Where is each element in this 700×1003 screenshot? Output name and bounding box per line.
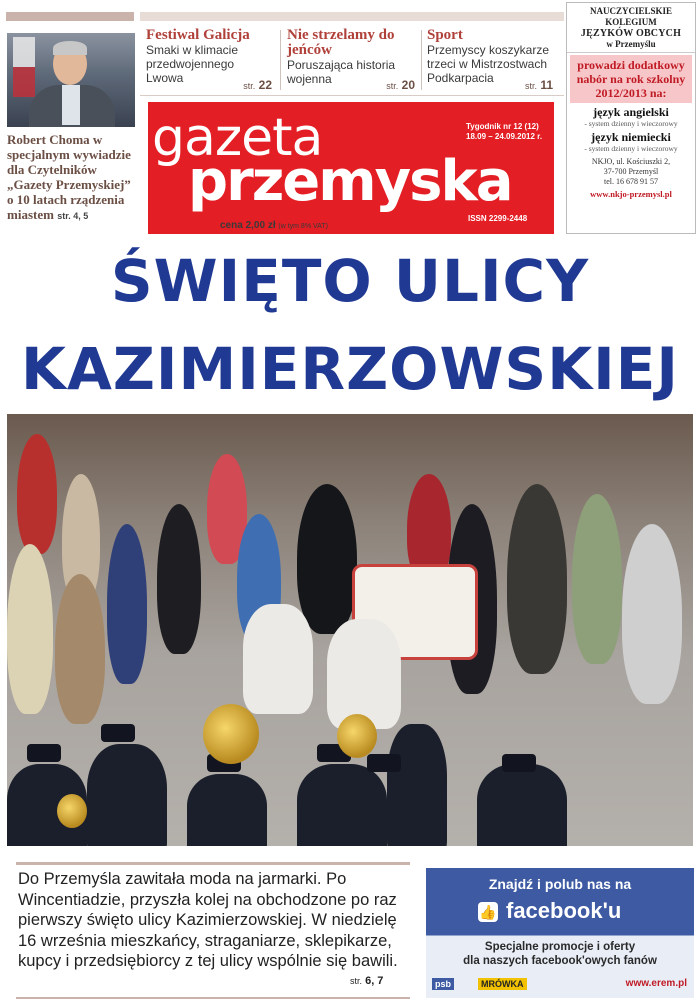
interview-portrait-photo: [7, 33, 135, 127]
sponsor-logos: [426, 978, 694, 992]
interview-page: str. 4, 5: [57, 211, 89, 221]
school-advertisement[interactable]: [566, 2, 696, 234]
lead-page-ref: str. 6, 7: [350, 975, 384, 987]
teaser-sport[interactable]: [427, 28, 555, 92]
ad-address: NKJO, ul. Kościuszki 2, 37-700 Przemyśl tel. 16 678 91 57: [591, 157, 671, 186]
erem-logo: www.erem.pl: [625, 978, 687, 989]
lead-top-rule: [16, 862, 410, 865]
teaser-divider: [421, 30, 422, 90]
issue-info: Tygodnik nr 12 (12) 18.09 – 24.09.2012 r.: [466, 122, 543, 141]
teaser-jency[interactable]: [287, 28, 417, 92]
issn: ISSN 2299-2448: [468, 214, 528, 223]
top-accent-bar-light: [140, 12, 564, 21]
interview-text: Robert Choma w specjalnym wywiadzie dla Czytelników „Gazety Przemyskiej” o 10 latach rządzenia miastem: [7, 132, 131, 222]
ad-language-english: język angielski - system dzienny i wieczorowy: [584, 105, 678, 128]
lead-bottom-rule: [16, 997, 410, 999]
main-headline-line2: KAZIMIERZOWSKIEJ: [21, 335, 679, 403]
interview-teaser[interactable]: [7, 132, 137, 224]
teaser-desc: Przemyscy koszykarze trzeci w Mistrzostwach Podkarpacia: [427, 43, 550, 85]
top-accent-bar: [6, 12, 134, 21]
teaser-divider: [280, 30, 281, 90]
facebook-advertisement[interactable]: [426, 868, 694, 998]
ad-promo: prowadzi dodatkowy nabór na rok szkolny 2012/2013 na:: [570, 55, 692, 103]
mrowka-logo: MRÓWKA: [478, 978, 527, 990]
fb-brand-text: facebook'u: [506, 898, 622, 923]
main-headline-line1: ŚWIĘTO ULICY: [110, 247, 590, 315]
teaser-desc: Poruszająca historia wojenna: [287, 58, 396, 86]
teaser-page: str. 20: [386, 78, 415, 92]
teaser-page: str. 22: [243, 78, 272, 92]
teaser-title: Nie strzelamy do jeńców: [287, 27, 395, 58]
thumbs-up-icon: 👍: [479, 904, 497, 920]
teaser-page: str. 11: [524, 78, 553, 92]
ad-website-link[interactable]: www.nkjo-przemysl.pl: [590, 189, 672, 199]
price: cena 2,00 zł (w tym 8% VAT): [220, 220, 328, 231]
psb-logo: psb: [432, 978, 454, 990]
teaser-desc: Smaki w klimacie przedwojennego Lwowa: [146, 43, 239, 85]
masthead-logo-przemyska: przemyska: [188, 149, 512, 214]
lead-paragraph: Do Przemyśla zawitała moda na jarmarki. Po Wincentiadzie, przyszła kolej na obchodzone po raz pierwszy święto ulicy Kazimierzowskiej. W niedzielę 16 września mieszkańcy, straganiarze, sklepikarze, kupcy i przedsiębiorcy z tej ulicy wspólnie się bawili.: [18, 870, 398, 970]
fb-promo-text: Specjalne promocje i oferty dla naszych facebook'owych fanów: [463, 941, 657, 967]
teaser-festiwal[interactable]: [146, 28, 274, 92]
masthead-logo-gazeta: gazeta: [152, 108, 323, 168]
main-photo-parade: [7, 414, 693, 846]
ad-language-german: język niemiecki - system dzienny i wieczorowy: [584, 130, 678, 153]
fb-find-text: Znajdź i polub nas na: [488, 876, 632, 892]
teaser-title: Sport: [427, 27, 463, 43]
ad-header: NAUCZYCIELSKIE KOLEGIUM JĘZYKÓW OBCYCH w Przemyślu: [567, 3, 695, 53]
teaser-title: Festiwal Galicja: [146, 27, 250, 43]
teaser-rule: [140, 95, 564, 96]
